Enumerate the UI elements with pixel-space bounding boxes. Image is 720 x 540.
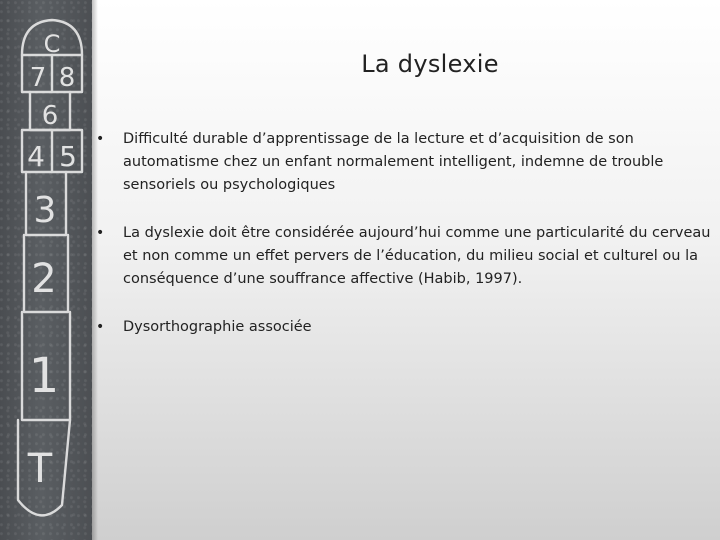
hopscotch-number-1: 1 <box>28 348 60 404</box>
hopscotch-number-2: 2 <box>31 256 57 302</box>
hopscotch-number-5: 5 <box>59 140 77 173</box>
hopscotch-letter-t: T <box>27 446 53 492</box>
hopscotch-number-8: 8 <box>58 63 76 93</box>
hopscotch-number-6: 6 <box>41 101 59 131</box>
bullet-item-dysorthographie: • Dysorthographie associée <box>96 316 716 339</box>
bullet-list <box>96 128 716 339</box>
hopscotch-number-7: 7 <box>29 63 47 93</box>
bullet-item-definition: • Difficulté durable d’apprentissage de la lecture et d’acquisition de son automatisme chez un enfant normalement intelligent, indemne de trouble sensoriels ou psychologiques <box>96 128 716 197</box>
hopscotch-label-c: C <box>43 30 61 58</box>
hopscotch-number-4: 4 <box>27 140 45 173</box>
hopscotch-drawing <box>0 0 92 540</box>
slide-title: La dyslexie <box>361 50 499 78</box>
hopscotch-image <box>0 0 92 540</box>
bullet-item-brain-particularity: • La dyslexie doit être considérée aujourd’hui comme une particularité du cerveau et non comme un effet pervers de l’éducation, du milieu social et culturel ou la conséquence d’une souffrance affective (Habib, 1997). <box>96 222 716 291</box>
hopscotch-number-3: 3 <box>33 190 57 231</box>
